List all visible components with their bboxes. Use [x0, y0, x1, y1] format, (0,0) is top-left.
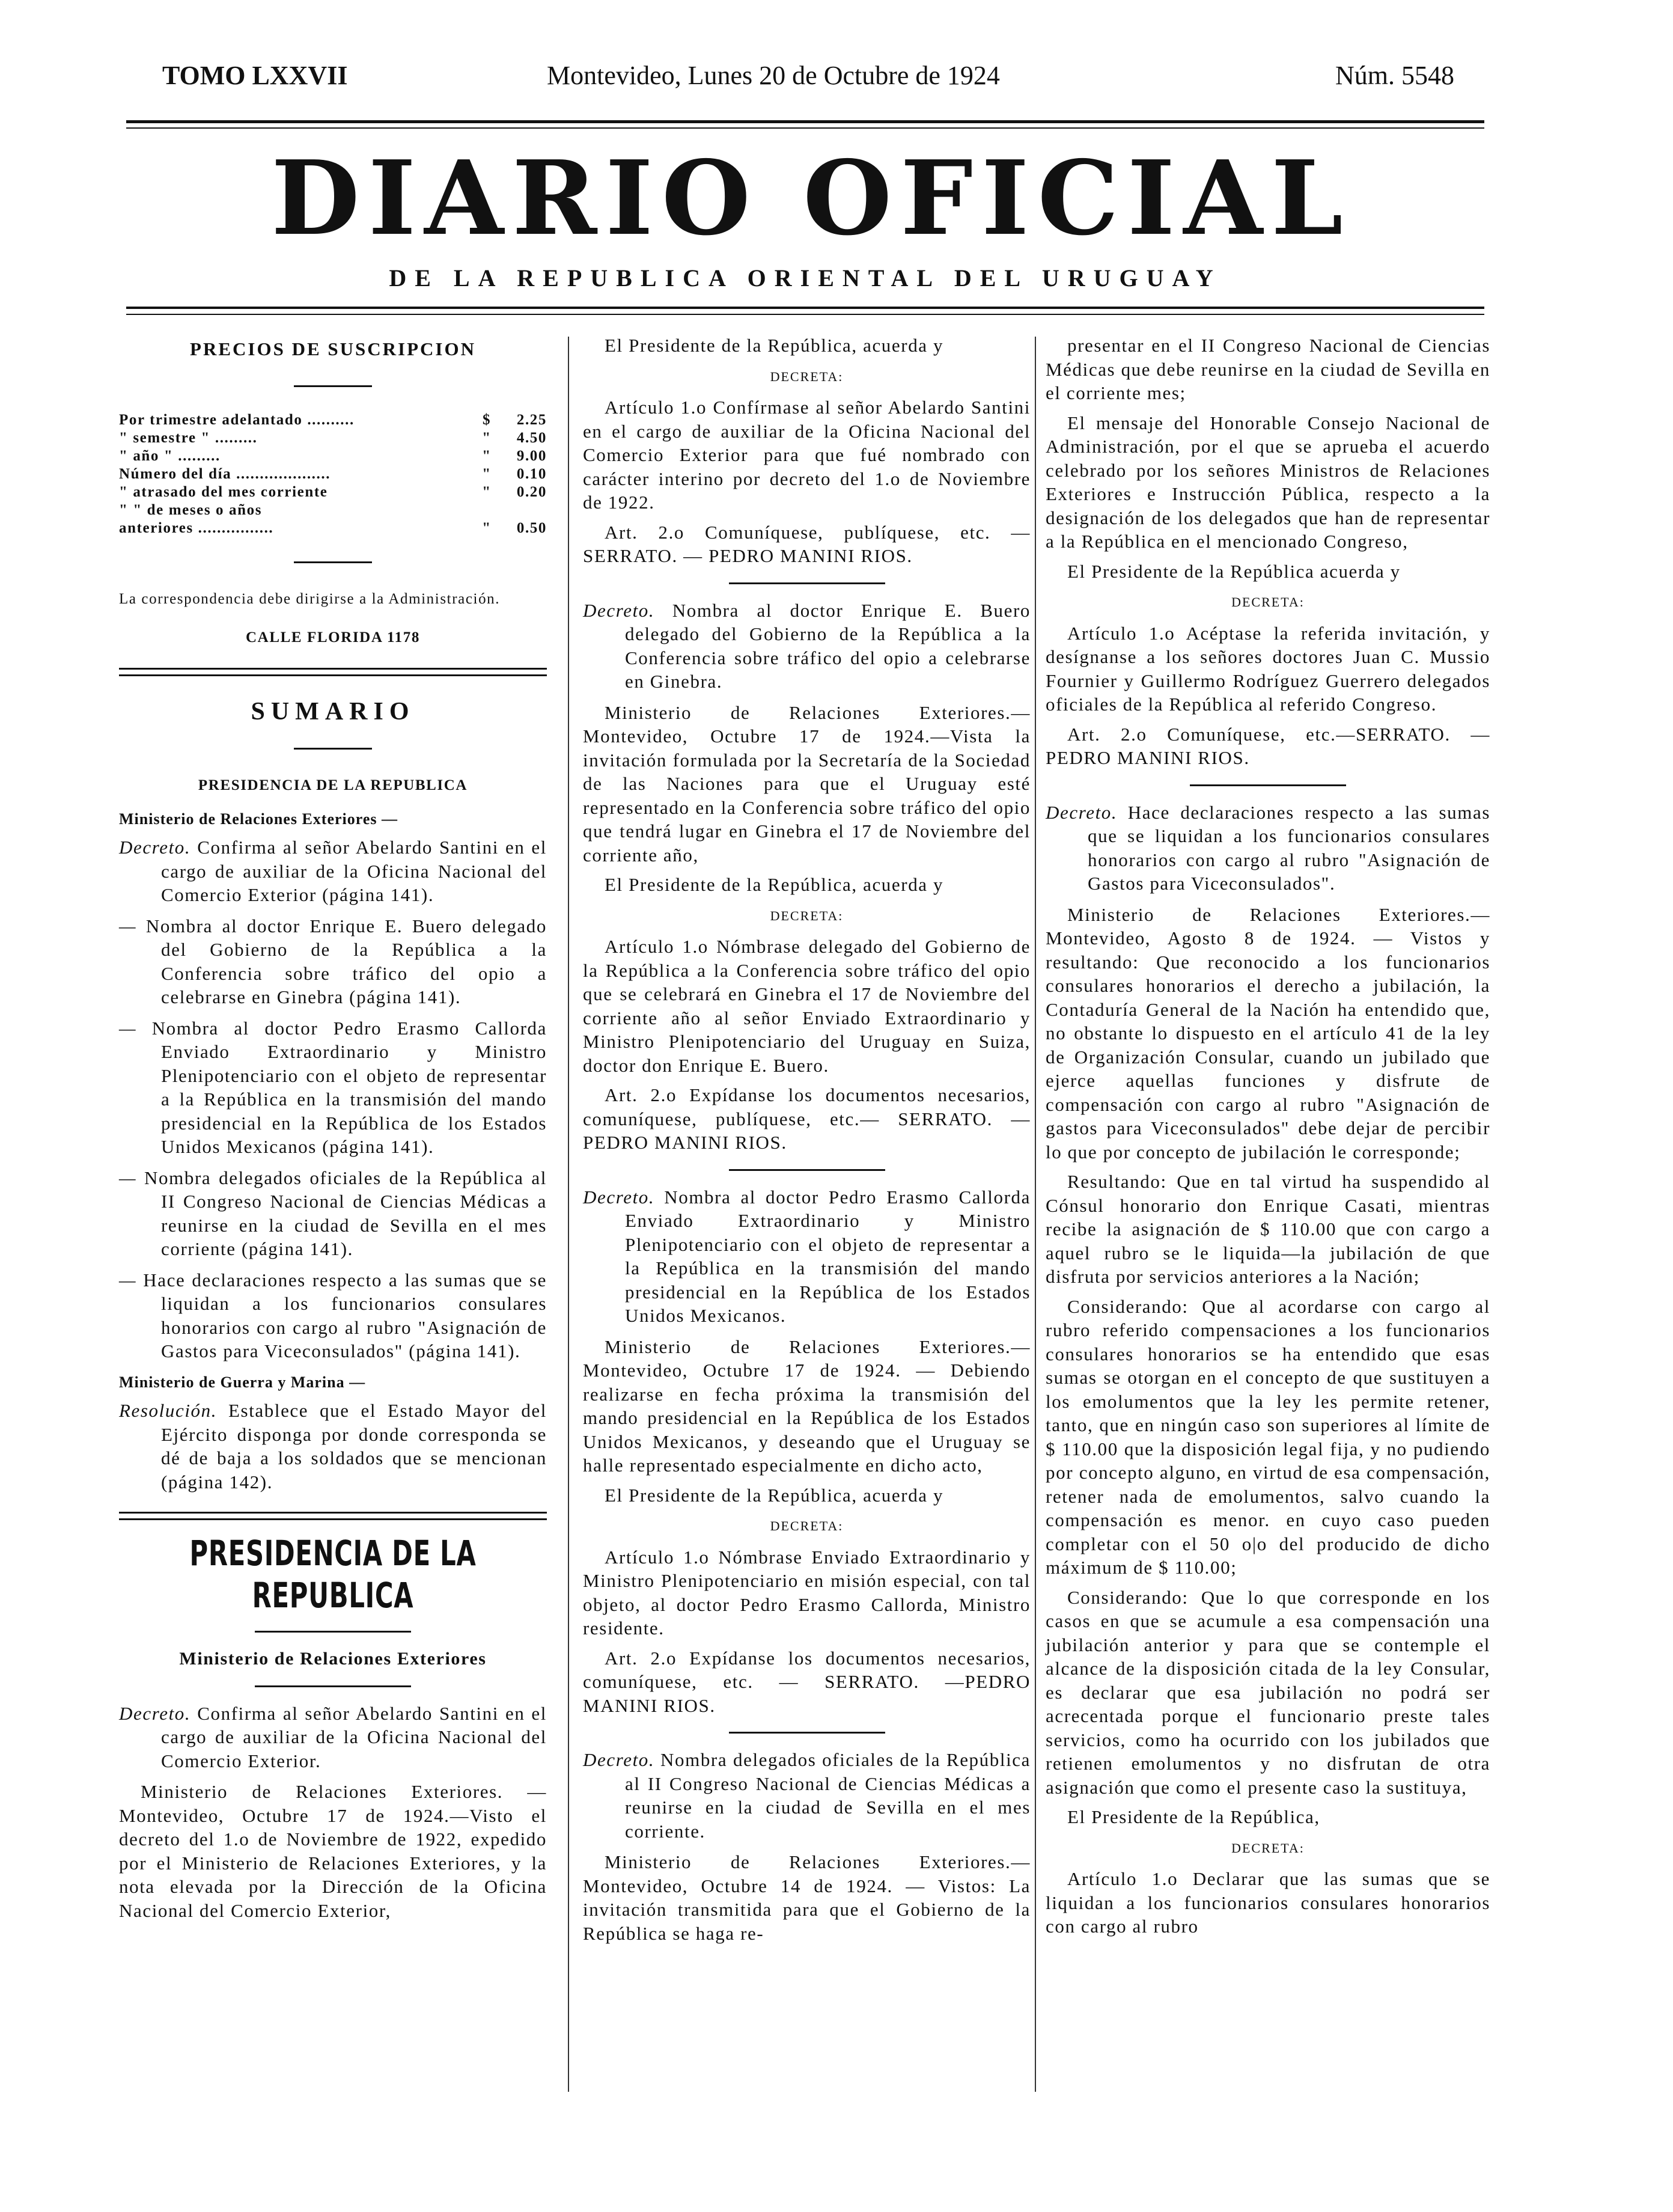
decreta-label: DECRETA: [770, 908, 844, 923]
divider [294, 561, 372, 563]
entry-text: Nombra al doctor Pedro Erasmo Callorda Enviado Extraordinario y Ministro Plenipotenciario con el objeto de representar a la República en la transmisión del mando presidencial en la República de los Estados Unidos Mexicanos. [625, 1186, 1031, 1326]
price-amount: 0.10 [516, 465, 547, 482]
volume-number: TOMO LXXVII [162, 61, 348, 90]
divider [294, 748, 372, 750]
subtitle-rule-thin [126, 314, 1484, 315]
summary-entry [119, 914, 547, 1009]
entry-text: Nombra al doctor Enrique E. Buero delegado del Gobierno de la República a la Conferencia sobre tráfico del opio a celebrarse en Ginebra. [625, 599, 1031, 692]
entry-type: Resolución. [119, 1400, 218, 1421]
column-1 [119, 334, 547, 1928]
price-currency: $ [482, 411, 492, 428]
entry-text: Hace declaraciones respecto a las sumas que se liquidan a los funcionarios consulares honorarios con cargo al rubro "Asignación de Gastos para Viceconsulados". [1088, 801, 1490, 894]
divider [729, 582, 885, 584]
column-2 [583, 334, 1031, 1951]
newspaper-title: DIARIO OFICIAL [271, 138, 1352, 258]
section-heading: PRECIOS DE SUSCRIPCION [190, 338, 476, 359]
summary-entry [583, 599, 1031, 694]
price-currency: " [482, 429, 492, 446]
decreta-label: DECRETA: [770, 368, 844, 384]
entry-type: Decreto. [583, 1749, 655, 1770]
price-row [119, 483, 547, 501]
price-label: " semestre " ......... [119, 429, 258, 446]
paragraph: El mensaje del Honorable Consejo Nacional de Administración, por el que se aprueba el acuerdo celebrado por los señores Ministros de Relaciones Exteriores e Instrucción Pública, respecto a la designación de los delegados que han de representar a la República en el mencionado Congreso, [1046, 412, 1490, 552]
entry-text: Nombra delegados oficiales de la República al II Congreso Nacional de Ciencias Médicas a reunirse en la ciudad de Sevilla en el mes corriente. [625, 1749, 1031, 1842]
price-amount: 0.50 [516, 519, 547, 536]
bold-centered-line: CALLE FLORIDA 1178 [246, 629, 420, 646]
paragraph: El Presidente de la República, [1067, 1806, 1320, 1827]
paragraph: Artículo 1.o Declarar que las sumas que se liquidan a los funcionarios consulares honorarios con cargo al rubro [1046, 1868, 1490, 1937]
summary-entry [119, 1702, 547, 1773]
price-currency [475, 501, 499, 519]
subtitle-rule [126, 307, 1484, 309]
paragraph: Ministerio de Relaciones Exteriores.— Montevideo, Octubre 17 de 1924.—Vista la invitación formulada por la Secretaría de la Sociedad de las Naciones para que el Uruguay esté representado en la Conferencia sobre tráfico del opio que tendrá lugar en Ginebra el 17 de Noviembre del corriente año, [583, 701, 1031, 866]
summary-entry [119, 1399, 547, 1494]
paragraph: Ministerio de Relaciones Exteriores.— Montevideo, Agosto 8 de 1924. — Vistos y resultando: Que reconocido a los funcionarios consulares honorarios el derecho a jubilación, la Contaduría General de la Nación ha entendido que, no obstante lo dispuesto en el artículo 41 de la ley de Organización Consular, cuando un jubilado que ejerce aquellas funciones y disfrute de compensación con cargo al rubro "Asignación de gastos para Viceconsulados" debe dejar de percibir lo que por concepto de jubilación le corresponde; [1046, 903, 1490, 1163]
divider [255, 1631, 411, 1633]
decreta-label: DECRETA: [1231, 1840, 1305, 1856]
paragraph: Artículo 1.o Acéptase la referida invitación, y desígnanse a los señores doctores Juan C. Mussio Fournier y Guillermo Rodríguez Guerrero delegados oficiales de la República al referido Congreso. [1046, 622, 1490, 715]
correspondence-note: La correspondencia debe dirigirse a la Administración. [119, 590, 501, 607]
paragraph: presentar en el II Congreso Nacional de Ciencias Médicas que debe reunirse en la ciudad de Sevilla en el corriente mes; [1046, 335, 1490, 403]
price-row [119, 429, 547, 447]
paragraph: Considerando: Que lo que corresponde en los casos en que se acumule a esa compensación una jubilación anterior y para que se contemple el alcance de la disposición citada de la ley Consular, es declarar que esa jubilación no podrá ser acrecentada porque el funcionario preste tales servicios, como ha ocurrido con los jubilados que retienen emolumentos y no disfrutan de otra asignación que como el presente caso la sustituya, [1046, 1586, 1490, 1798]
price-row [119, 465, 547, 483]
sumario-heading: SUMARIO [251, 697, 415, 726]
price-amount: 2.25 [516, 411, 547, 428]
summary-entry [119, 1268, 547, 1363]
paragraph: Resultando: Que en tal virtud ha suspendido al Cónsul honorario don Enrique Casati, mientras recibe la asignación de $ 110.00 que con cargo a aquel rubro se le liquida—la jubilación de que disfruta por servicios anteriores a la Nación; [1046, 1171, 1490, 1287]
paragraph: Considerando: Que al acordarse con cargo al rubro referido compensaciones a los funcionarios consulares honorarios se ha entendido que esas sumas se otorgan en el concepto de que sustituyen a los emolumentos que la ley les permite retener, tanto, que en ningún caso son superiores al límite de $ 110.00 que la disposición legal fija, y no pudiendo por concepto alguno, en virtud de esa compensación, retener nada de emolumentos, salvo cuando la compensación es menor. en cuyo caso pueden completar con el 50 o|o del producido de dicho máximum de $ 110.00; [1046, 1295, 1490, 1578]
summary-entry [119, 1166, 547, 1261]
decreta-label: DECRETA: [770, 1518, 844, 1533]
entry-text: Nombra al doctor Pedro Erasmo Callorda Enviado Extraordinario y Ministro Plenipotenciario con el objeto de representar a la República en la transmisión del mando presidencial en la República de los Estados Unidos Mexicanos (página 141). [136, 1017, 547, 1157]
price-row [119, 501, 547, 519]
summary-entry [583, 1185, 1031, 1328]
entry-type: Decreto. [583, 1186, 655, 1208]
header-rule [126, 120, 1484, 123]
column-divider [568, 337, 569, 2092]
entry-text: Hace declaraciones respecto a las sumas que se liquidan a los funcionarios consulares honorarios con cargo al rubro "Asignación de Gastos para Viceconsulados" (página 141). [136, 1269, 547, 1361]
issue-number: Núm. 5548 [1335, 61, 1454, 90]
paragraph: Artículo 1.o Confírmase al señor Abelardo Santini en el cargo de auxiliar de la Oficina Nacional del Comercio Exterior para que fué nombrado con carácter interino por decreto del 1.o de Noviembre de 1922. [583, 397, 1031, 513]
paragraph: Art. 2.o Expídanse los documentos necesarios, comuníquese, etc. — SERRATO. —PEDRO MANINI RIOS. [583, 1647, 1031, 1716]
paragraph: Art. 2.o Expídanse los documentos necesarios, comuníquese, publíquese, etc.— SERRATO. — PEDRO MANINI RIOS. [583, 1084, 1031, 1153]
paragraph: El Presidente de la República, acuerda y [605, 1484, 944, 1506]
price-amount: 0.20 [516, 483, 547, 500]
subscription-price-table [119, 411, 547, 537]
paragraph: Ministerio de Relaciones Exteriores.— Montevideo, Octubre 17 de 1924. — Debiendo realizarse en fecha próxima la transmisión del mando presidencial en la República de los Estados Unidos Mexicanos, y deseando que el Uruguay se halle representado especialmente en dicho acto, [583, 1336, 1031, 1476]
divider [729, 1169, 885, 1171]
divider [255, 1685, 411, 1687]
paragraph: El Presidente de la República, acuerda y [605, 874, 944, 895]
price-row [119, 519, 547, 537]
price-label: " año " ......... [119, 447, 221, 464]
price-amount: 4.50 [516, 429, 547, 446]
price-currency: " [482, 465, 492, 482]
price-amount: 9.00 [516, 447, 547, 464]
paragraph: Ministerio de Relaciones Exteriores. — Montevideo, Octubre 17 de 1924.—Visto el decreto del 1.o de Noviembre de 1922, expedido por el Ministerio de Relaciones Exteriores, y la nota elevada por la Dirección de la Oficina Nacional del Comercio Exterior, [119, 1781, 547, 1921]
issue-date: Montevideo, Lunes 20 de Octubre de 1924 [547, 61, 1000, 90]
entry-type: — [119, 1167, 137, 1188]
column-divider [1035, 337, 1036, 2092]
decreta-label: DECRETA: [1231, 594, 1305, 610]
price-label: " atrasado del mes corriente [119, 483, 328, 500]
double-rule [119, 668, 547, 676]
price-label: Número del día .................... [119, 465, 331, 482]
paragraph: El Presidente de la República acuerda y [1067, 560, 1401, 582]
paragraph: Ministerio de Relaciones Exteriores.— Montevideo, Octubre 14 de 1924. — Vistos: La invitación transmitida para que el Gobierno de la República se haga re- [583, 1851, 1031, 1944]
price-row [119, 447, 547, 465]
price-amount [499, 501, 547, 519]
bold-centered-line: PRESIDENCIA DE LA REPUBLICA [198, 777, 468, 793]
entry-text: Confirma al señor Abelardo Santini en el cargo de auxiliar de la Oficina Nacional del Comercio Exterior. [161, 1702, 547, 1771]
price-currency: " [482, 483, 492, 500]
price-label: " " de meses o años [119, 501, 263, 518]
entry-type: — [119, 915, 137, 936]
summary-entry [119, 836, 547, 907]
ministry-heading: Ministerio de Relaciones Exteriores [179, 1649, 487, 1669]
paragraph: El Presidente de la República, acuerda y [605, 335, 944, 356]
summary-entry [119, 1016, 547, 1159]
entry-type: Decreto. [119, 837, 191, 858]
entry-type: — [119, 1269, 137, 1291]
entry-type: Decreto. [583, 599, 655, 621]
paragraph: Artículo 1.o Nómbrase Enviado Extraordinario y Ministro Plenipotenciario en misión especial, con tal objeto, al doctor Pedro Erasmo Callorda, Ministro residente. [583, 1546, 1031, 1639]
entry-type: Decreto. [1046, 801, 1118, 823]
price-currency: " [482, 519, 492, 536]
entry-text: Establece que el Estado Mayor del Ejército disponga por donde corresponda se dé de baja a los soldados que se mencionan (página 142). [161, 1400, 547, 1492]
entry-type: Decreto. [119, 1702, 191, 1724]
presidencia-heading: PRESIDENCIA DE LA REPUBLICA [189, 1533, 477, 1616]
price-currency: " [482, 447, 492, 464]
entry-type: — [119, 1017, 137, 1039]
ministry-heading: Ministerio de Guerra y Marina — [119, 1373, 366, 1391]
column-3 [1046, 334, 1490, 1945]
entry-text: Nombra al doctor Enrique E. Buero delegado del Gobierno de la República a la Conferencia sobre tráfico del opio a celebrarse en Ginebra (página 141). [136, 915, 547, 1007]
paragraph: Art. 2.o Comuníquese, publíquese, etc. —SERRATO. — PEDRO MANINI RIOS. [583, 521, 1031, 566]
paragraph: Artículo 1.o Nómbrase delegado del Gobierno de la República a la Conferencia sobre tráfico del opio que se celebrará en Ginebra el 17 de Noviembre del corriente año al señor Enviado Extraordinario y Ministro Plenipotenciario del Uruguay en Suiza, doctor don Enrique E. Buero. [583, 936, 1031, 1076]
entry-text: Nombra delegados oficiales de la República al II Congreso Nacional de Ciencias Médicas a reunirse en la ciudad de Sevilla en el mes corriente (página 141). [136, 1167, 547, 1259]
newspaper-subtitle: DE LA REPUBLICA ORIENTAL DEL URUGUAY [389, 264, 1222, 292]
price-label: anteriores ................ [119, 519, 274, 536]
divider [729, 1732, 885, 1734]
divider [294, 385, 372, 387]
entry-text: Confirma al señor Abelardo Santini en el cargo de auxiliar de la Oficina Nacional del Comercio Exterior (página 141). [161, 837, 547, 905]
price-row [119, 411, 547, 429]
masthead-top-line [162, 60, 1454, 96]
divider [1190, 784, 1346, 786]
price-label: Por trimestre adelantado .......... [119, 411, 355, 428]
summary-entry [1046, 801, 1490, 896]
paragraph: Art. 2.o Comuníquese, etc.—SERRATO. —PEDRO MANINI RIOS. [1046, 723, 1490, 768]
ministry-heading: Ministerio de Relaciones Exteriores — [119, 810, 398, 828]
summary-entry [583, 1748, 1031, 1843]
header-rule-thin [126, 127, 1484, 129]
double-rule [119, 1512, 547, 1520]
